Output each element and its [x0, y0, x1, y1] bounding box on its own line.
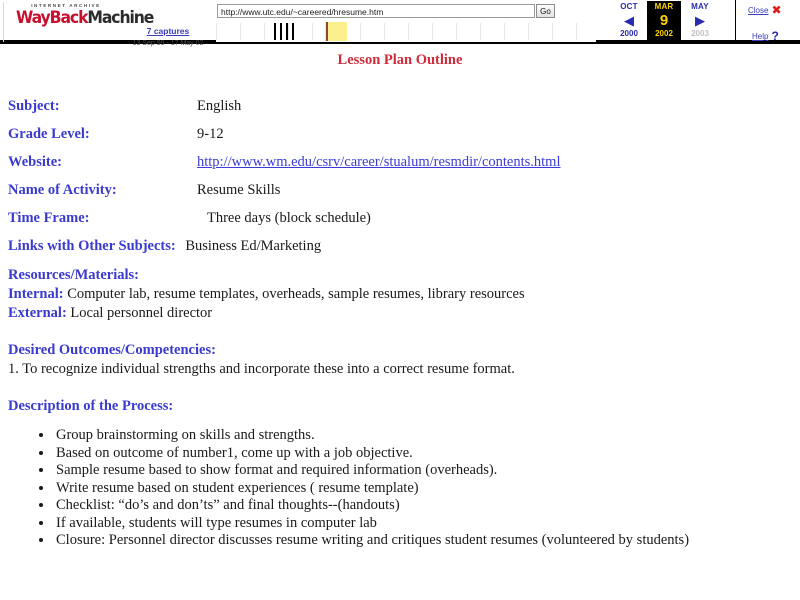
internet-archive-wordmark: INTERNET ARCHIVE	[31, 3, 101, 8]
resources-internal-label: Internal:	[8, 286, 64, 302]
timeline-separator	[408, 23, 409, 40]
next-capture-month: MAY	[691, 2, 709, 11]
timeline-separator	[360, 23, 361, 40]
field-row-website	[8, 154, 800, 182]
list-item: • If available, students will type resumes in computer lab	[54, 515, 800, 533]
next-arrow-icon[interactable]: ▶	[695, 13, 705, 28]
website-label: Website:	[8, 154, 62, 170]
timeline-separator	[288, 23, 289, 40]
lesson-plan-fields	[0, 98, 800, 266]
resources-heading: Resources/Materials:	[8, 267, 139, 283]
close-toolbar-control[interactable]	[748, 3, 782, 17]
wayback-toolbar	[0, 0, 800, 47]
grade-level-value: 9-12	[197, 126, 224, 142]
timeline-separator	[576, 23, 577, 40]
timeline-separator	[264, 23, 265, 40]
toolbar-right-divider	[735, 0, 736, 42]
previous-capture-year: 2000	[620, 29, 638, 38]
previous-capture-nav[interactable]	[612, 1, 646, 41]
resources-external-label: External:	[8, 305, 67, 321]
capture-date-navigator	[612, 0, 730, 42]
resources-internal-value: Computer lab, resume templates, overheads, sample resumes, library resources	[67, 286, 525, 302]
next-capture-nav[interactable]	[683, 1, 717, 41]
help-control[interactable]	[752, 29, 779, 43]
resources-external-line	[8, 304, 800, 323]
current-capture-month: MAR	[654, 2, 674, 11]
next-capture-year: 2003	[691, 29, 709, 38]
current-capture-year: 2002	[655, 29, 673, 38]
process-heading: Description of the Process:	[8, 398, 174, 414]
wayback-machine-wordmark	[16, 8, 154, 28]
grade-level-label: Grade Level:	[8, 126, 90, 142]
archived-page-content	[0, 52, 800, 550]
close-label[interactable]: Close	[748, 6, 769, 15]
timeline-separator	[432, 23, 433, 40]
timeline-selected-capture-tick[interactable]	[326, 22, 328, 41]
list-item: • Closure: Personnel director discusses resume writing and critiques student resumes (volunteered by students)	[54, 532, 800, 550]
timeline-separator	[384, 23, 385, 40]
current-capture-day: 9	[659, 12, 669, 29]
website-link[interactable]: http://www.wm.edu/csrv/career/stualum/resmdir/contents.html	[197, 154, 561, 170]
timeline-separator	[456, 23, 457, 40]
outcome-item: 1. To recognize individual strengths and incorporate these into a correct resume format.	[8, 361, 515, 377]
timeline-current-highlight	[325, 22, 347, 41]
field-row-time-frame	[8, 210, 800, 238]
timeline-capture-tick[interactable]	[292, 23, 294, 40]
toolbar-left-divider	[3, 2, 4, 42]
timeline-separator	[504, 23, 505, 40]
internet-archive-logo[interactable]	[16, 2, 154, 28]
process-steps-list	[8, 427, 800, 550]
list-item: • Group brainstorming on skills and strengths.	[54, 427, 800, 445]
logo-machine-text: Machine	[87, 8, 154, 28]
previous-arrow-icon[interactable]: ◀	[624, 13, 634, 28]
page-title: Lesson Plan Outline	[337, 52, 463, 68]
captures-summary	[123, 21, 213, 49]
field-row-activity-name	[8, 182, 800, 210]
links-other-subjects-label: Links with Other Subjects:	[8, 238, 176, 254]
current-capture-date	[647, 1, 681, 41]
resources-external-value: Local personnel director	[70, 305, 213, 321]
resources-internal-line	[8, 285, 800, 304]
activity-name-value: Resume Skills	[197, 182, 281, 198]
activity-name-label: Name of Activity:	[8, 182, 117, 198]
timeline-separator	[528, 23, 529, 40]
help-label[interactable]: Help	[752, 32, 769, 41]
desired-outcomes-section	[0, 341, 800, 379]
subject-label: Subject:	[8, 98, 60, 114]
resources-materials-section	[0, 266, 800, 323]
list-item: • Based on outcome of number1, come up with a job objective.	[54, 445, 800, 463]
archived-url-input[interactable]: http://www.utc.edu/~careered/hresume.htm	[217, 4, 535, 18]
field-row-grade-level	[8, 126, 800, 154]
field-row-subject	[8, 98, 800, 126]
outcomes-heading: Desired Outcomes/Competencies:	[8, 342, 216, 358]
time-frame-value: Three days (block schedule)	[207, 210, 371, 226]
close-icon[interactable]: ✖	[771, 3, 782, 17]
go-button[interactable]: Go	[536, 4, 555, 18]
captures-count-link[interactable]: 7 captures	[146, 26, 190, 36]
list-item: • Checklist: “do’s and don’ts” and final thoughts--(handouts)	[54, 497, 800, 515]
timeline-separator	[312, 23, 313, 40]
timeline-capture-tick[interactable]	[274, 23, 276, 40]
timeline-separator	[240, 23, 241, 40]
list-item: • Write resume based on student experiences ( resume template)	[54, 480, 800, 498]
timeline-separator	[216, 23, 217, 40]
capture-timeline[interactable]	[216, 21, 596, 42]
help-icon[interactable]: ?	[771, 29, 779, 43]
timeline-separator	[480, 23, 481, 40]
previous-capture-month: OCT	[620, 2, 638, 11]
description-of-process-section	[0, 397, 800, 550]
timeline-capture-tick[interactable]	[286, 23, 288, 40]
timeline-capture-tick[interactable]	[280, 23, 282, 40]
section-spacer	[0, 379, 800, 397]
captures-date-range: 13 Sep 99 - 17 May 02	[132, 40, 204, 47]
links-other-subjects-value: Business Ed/Marketing	[185, 238, 322, 254]
logo-wayback-text: WayBack	[16, 8, 88, 28]
timeline-separator	[552, 23, 553, 40]
section-spacer	[0, 323, 800, 341]
list-item: • Sample resume based to show format and required information (overheads).	[54, 462, 800, 480]
time-frame-label: Time Frame:	[8, 210, 90, 226]
subject-value: English	[197, 98, 242, 114]
field-row-links-other-subjects	[8, 238, 800, 266]
